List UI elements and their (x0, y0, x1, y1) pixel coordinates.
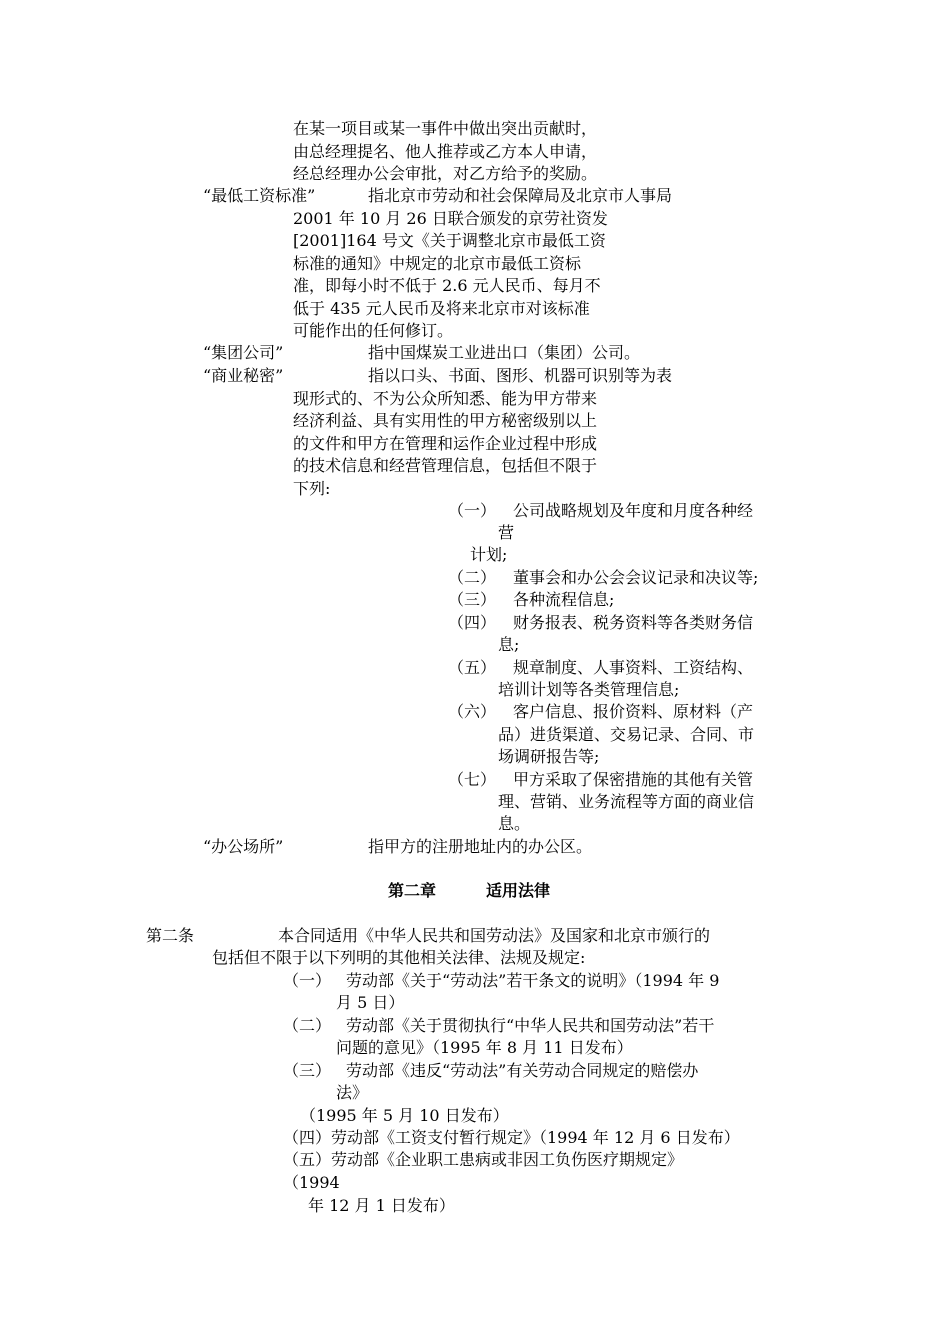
min-wage-line-4: 准，即每小时不低于 2.6 元人民币、每月不 (293, 276, 601, 295)
law-item-1-text: 劳动部《关于“劳动法”若干条文的说明》（1994 年 9 (346, 971, 720, 990)
secret-item-2-num: （二） (448, 568, 497, 587)
min-wage-line-3: 标准的通知》中规定的北京市最低工资标 (293, 254, 582, 273)
law-item-2-cont: 问题的意见》（1995 年 8 月 11 日发布） (336, 1038, 633, 1057)
secret-item-6-cont-2: 场调研报告等; (498, 747, 600, 766)
law-item-5-paren: （1994 (283, 1173, 340, 1192)
secret-term: “商业秘密” (203, 366, 284, 385)
secret-item-5-text: 规章制度、人事资料、工资结构、 (513, 658, 754, 677)
group-def: 指中国煤炭工业进出口（集团）公司。 (368, 343, 641, 362)
secret-line-3: 的文件和甲方在管理和运作企业过程中形成 (293, 434, 598, 453)
secret-line-2: 经济利益、具有实用性的甲方秘密级别以上 (293, 411, 598, 430)
office-term: “办公场所” (203, 837, 284, 856)
award-line-2: 由总经理提名、他人推荐或乙方本人申请， (293, 142, 598, 161)
award-line-1: 在某一项目或某一事件中做出突出贡献时， (293, 119, 598, 138)
min-wage-term: “最低工资标准” (203, 186, 316, 205)
article-text-1: 本合同适用《中华人民共和国劳动法》及国家和北京市颁行的 (278, 926, 711, 945)
group-term: “集团公司” (203, 343, 284, 362)
secret-item-7-cont-1: 理、营销、业务流程等方面的商业信 (498, 792, 755, 811)
award-line-3: 经总经理办公会审批，对乙方给予的奖励。 (293, 164, 598, 183)
secret-item-4-cont-1: 息; (498, 635, 520, 654)
secret-item-6-num: （六） (448, 702, 497, 721)
law-item-5-tail: 年 12 月 1 日发布） (308, 1196, 455, 1215)
chapter-number: 第二章 (388, 881, 437, 900)
secret-def-first: 指以口头、书面、图形、机器可识别等为表 (368, 366, 673, 385)
secret-item-7-num: （七） (448, 770, 497, 789)
law-item-3-cont: 法》 (336, 1083, 369, 1102)
secret-item-1-text: 公司战略规划及年度和月度各种经 (513, 501, 754, 520)
secret-item-1-num: （一） (448, 501, 497, 520)
secret-item-3-text: 各种流程信息; (513, 590, 615, 609)
secret-item-5-num: （五） (448, 658, 497, 677)
law-item-5: （五）劳动部《企业职工患病或非因工负伤医疗期规定》 (283, 1150, 684, 1169)
law-item-3-text: 劳动部《违反“劳动法”有关劳动合同规定的赔偿办 (346, 1061, 699, 1080)
law-item-3-tail: （1995 年 5 月 10 日发布） (300, 1106, 509, 1125)
law-item-2-text: 劳动部《关于贯彻执行“中华人民共和国劳动法”若干 (346, 1016, 715, 1035)
secret-item-4-num: （四） (448, 613, 497, 632)
secret-item-3-num: （三） (448, 590, 497, 609)
secret-item-5-cont-1: 培训计划等各类管理信息; (498, 680, 680, 699)
min-wage-line-2: [2001]164 号文《关于调整北京市最低工资 (293, 231, 606, 250)
secret-item-4-text: 财务报表、税务资料等各类财务信 (513, 613, 754, 632)
article-label: 第二条 (146, 926, 195, 945)
law-item-1-cont: 月 5 日） (336, 993, 405, 1012)
law-item-1-num: （一） (283, 971, 332, 990)
min-wage-line-5: 低于 435 元人民币及将来北京市对该标准 (293, 299, 590, 318)
secret-item-1-cont-1: 营 (498, 523, 515, 542)
secret-item-6-text: 客户信息、报价资料、原材料（产 (513, 702, 754, 721)
office-def: 指甲方的注册地址内的办公区。 (368, 837, 593, 856)
secret-line-1: 现形式的、不为公众所知悉、能为甲方带来 (293, 389, 598, 408)
min-wage-def-first: 指北京市劳动和社会保障局及北京市人事局 (368, 186, 673, 205)
secret-line-5: 下列: (293, 479, 331, 498)
secret-item-1-cont-2: 计划; (470, 545, 508, 564)
secret-item-7-text: 甲方采取了保密措施的其他有关管 (513, 770, 754, 789)
law-item-4: （四）劳动部《工资支付暂行规定》（1994 年 12 月 6 日发布） (283, 1128, 740, 1147)
secret-line-4: 的技术信息和经营管理信息，包括但不限于 (293, 456, 598, 475)
secret-item-2-text: 董事会和办公会会议记录和决议等; (513, 568, 759, 587)
min-wage-line-1: 2001 年 10 月 26 日联合颁发的京劳社资发 (293, 209, 608, 228)
law-item-2-num: （二） (283, 1016, 332, 1035)
article-text-2: 包括但不限于以下列明的其他相关法律、法规及规定: (212, 948, 586, 967)
min-wage-line-6: 可能作出的任何修订。 (293, 321, 454, 340)
law-item-3-num: （三） (283, 1061, 332, 1080)
secret-item-6-cont-1: 品）进货渠道、交易记录、合同、市 (498, 725, 755, 744)
chapter-title: 适用法律 (486, 881, 551, 900)
secret-item-7-cont-2: 息。 (498, 814, 531, 833)
